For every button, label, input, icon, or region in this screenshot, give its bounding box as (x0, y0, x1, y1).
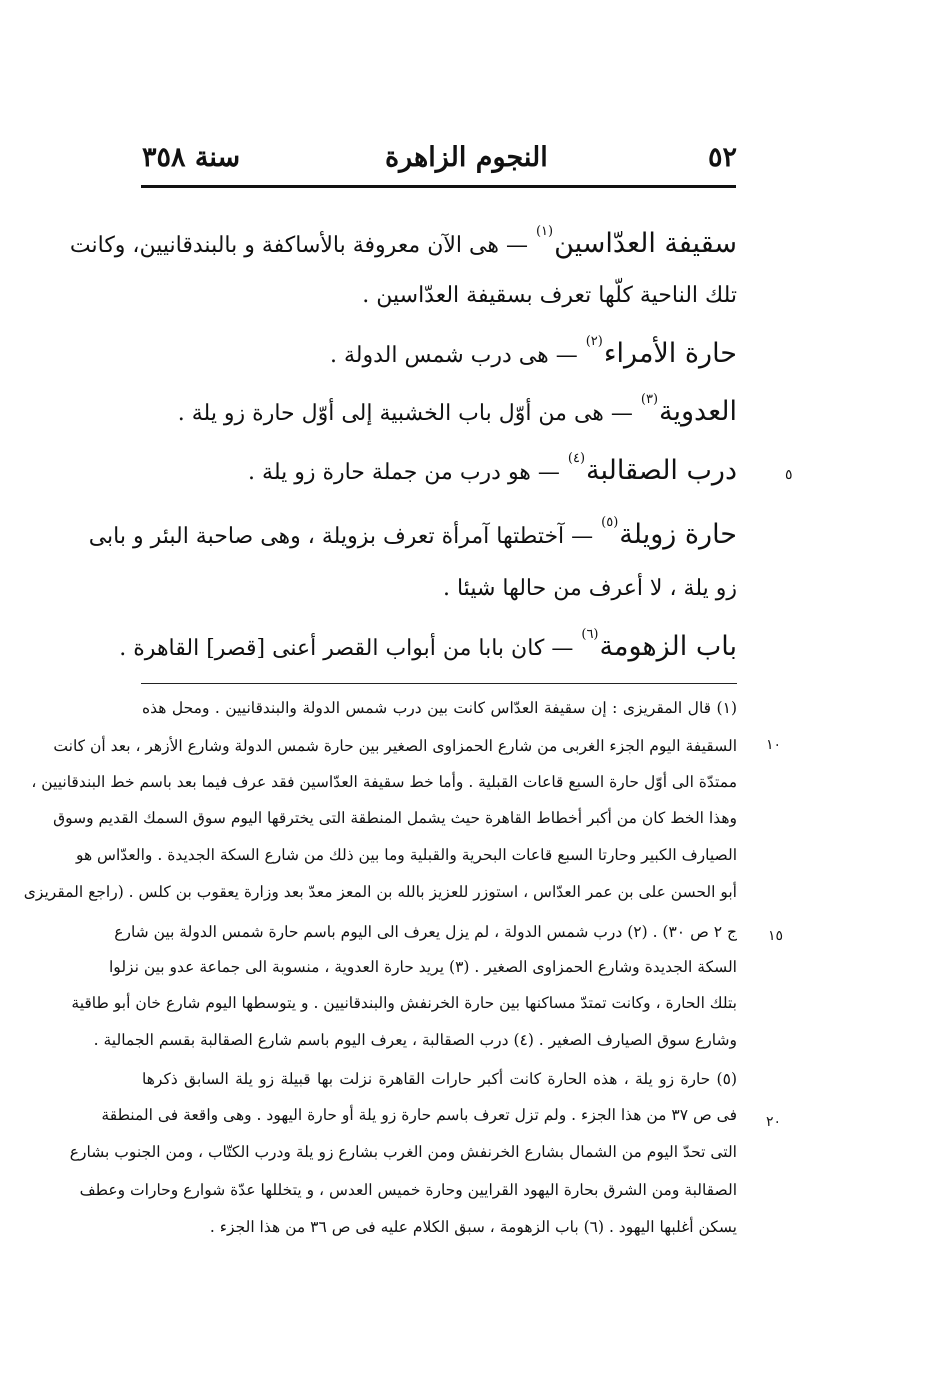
margin-line-number: ١٠ (766, 737, 782, 753)
entry-heading: سقيفة العدّاسين (554, 228, 737, 259)
entry-heading: باب الزهومة (599, 631, 737, 662)
footnote-mark: (٢) (585, 334, 603, 349)
footnote-line: السكة الجديدة وشارع الحمزاوى الصغير . (٣) يريد حارة العدوية ، منسوبة الى جماعة عدو بين نزلوا (109, 958, 737, 976)
entry-text: — آختطتها آمرأة تعرف بزويلة ، وهى صاحبة البئر و بابى (88, 524, 601, 549)
year-label: سنة ٣٥٨ (142, 142, 241, 173)
footnote-line: الصقالبة ومن الشرق بحارة اليهود القرايين وحارة خميس العدس ، و يتخللها عدّة شوارع وحارات وعطف (79, 1181, 737, 1199)
footnote-mark: (٦) (581, 627, 599, 642)
header-rule (141, 185, 736, 188)
footnote-line: السقيفة اليوم الجزء الغربى من شارع الحمزاوى الصغير بين حارة شمس الدولة وشارع الأزهر ، بعد أن كانت (53, 737, 737, 755)
footnote-line: (٥) حارة زو يلة ، هذه الحارة كانت أكبر حارات القاهرة نزلت بها قبيلة زو يلة السابق ذكرها (142, 1070, 737, 1088)
entry-heading: العدوية (659, 396, 737, 427)
entry-text: — كان بابا من أبواب القصر أعنى [قصر] القاهرة . (119, 636, 581, 661)
footnote-line: يسكن أغلبها اليهود . (٦) باب الزهومة ، سبق الكلام عليه فى ص ٣٦ من هذا الجزء . (209, 1218, 737, 1236)
margin-line-number: ١٥ (768, 928, 784, 944)
footnote-line: الصيارف الكبير وحارتا السبع قاعات البحرية والقبلية وما بين ذلك من شارع السكة الجديدة . والعدّاس هو (75, 846, 737, 864)
footnote-line: فى ص ٣٧ من هذا الجزء . ولم تزل تعرف باسم حارة زو يلة أو حارة اليهود . وهى واقعة فى المنطقة (101, 1106, 737, 1124)
footnote-mark: (٣) (640, 392, 659, 407)
book-title: النجوم الزاهرة (385, 142, 548, 173)
entry-heading: حارة الأمراء (603, 338, 737, 369)
entry-continuation: زو يلة ، لا أعرف من حالها شيئا . (442, 576, 737, 601)
footnote-mark: (٥) (601, 515, 619, 530)
footnote-line: بتلك الحارة ، وكانت تمتدّ مساكنها بين حارة الخرنفش والبندقانيين . و يتوسطها اليوم شارع خان أبو طاقية (71, 994, 737, 1012)
footnote-line: التى تحدّ اليوم من الشمال بشارع الخرنفش ومن الغرب بشارع زو يلة ودرب الكتّاب ، ومن الجنوب بشارع (69, 1143, 737, 1161)
margin-line-number: ٢٠ (766, 1114, 782, 1130)
footnote-line: ج ٢ ص ٣٠) . (٢) درب شمس الدولة ، لم يزل يعرف الى اليوم باسم حارة شمس الدولة بين شارع (114, 923, 737, 941)
entry-heading: درب الصقالبة (586, 455, 737, 486)
footnote-line: وهذا الخط كان من أكبر أخطاط القاهرة حيث يشمل المنطقة التى يخترقها اليوم سوق السمك القديم وسوق (53, 809, 737, 827)
entry-line (88, 515, 737, 554)
entry-text: — هى الآن معروفة بالأساكفة و بالبندقانيين، وكانت (69, 233, 535, 258)
entry-line (69, 224, 737, 263)
margin-line-number: ٥ (785, 467, 793, 483)
footnote-line: ممتدّة الى أوّل حارة السبع قاعات القبلية . وأما خط سقيفة العدّاسين فقد عرف فيما بعد باسم خط البندقانيين ، (31, 773, 737, 791)
entry-text: — هى من أوّل باب الخشبية إلى أوّل حارة زو يلة . (177, 401, 640, 426)
entry-continuation: تلك الناحية كلّها تعرف بسقيفة العدّاسين . (362, 283, 737, 308)
footnote-mark: (١) (535, 224, 554, 239)
entry-line (248, 451, 737, 490)
entry-heading: حارة زويلة (619, 519, 737, 550)
footnote-line: (١) قال المقريزى : إن سقيفة العدّاس كانت بين درب شمس الدولة والبندقانيين . ومحل هذه (142, 699, 737, 717)
entry-line (329, 334, 737, 373)
footnote-rule (141, 683, 737, 684)
footnote-line: أبو الحسن على بن عمر العدّاس ، استوزر للعزيز بالله بن المعز معدّ بعد وزارة يعقوب بن كلس . (راجع المقريزى (23, 883, 737, 901)
footnote-mark: (٤) (567, 451, 586, 466)
footnote-line: وشارع سوق الصيارف الصغير . (٤) درب الصقالبة ، يعرف اليوم باسم شارع الصقالبة بقسم الجمالية . (93, 1031, 737, 1049)
entry-text: — هو درب من جملة حارة زو يلة . (248, 460, 567, 485)
entry-line (119, 627, 737, 666)
entry-text: — هى درب شمس الدولة . (329, 343, 585, 368)
page-number: ٥٢ (707, 142, 737, 173)
entry-line (177, 392, 737, 431)
